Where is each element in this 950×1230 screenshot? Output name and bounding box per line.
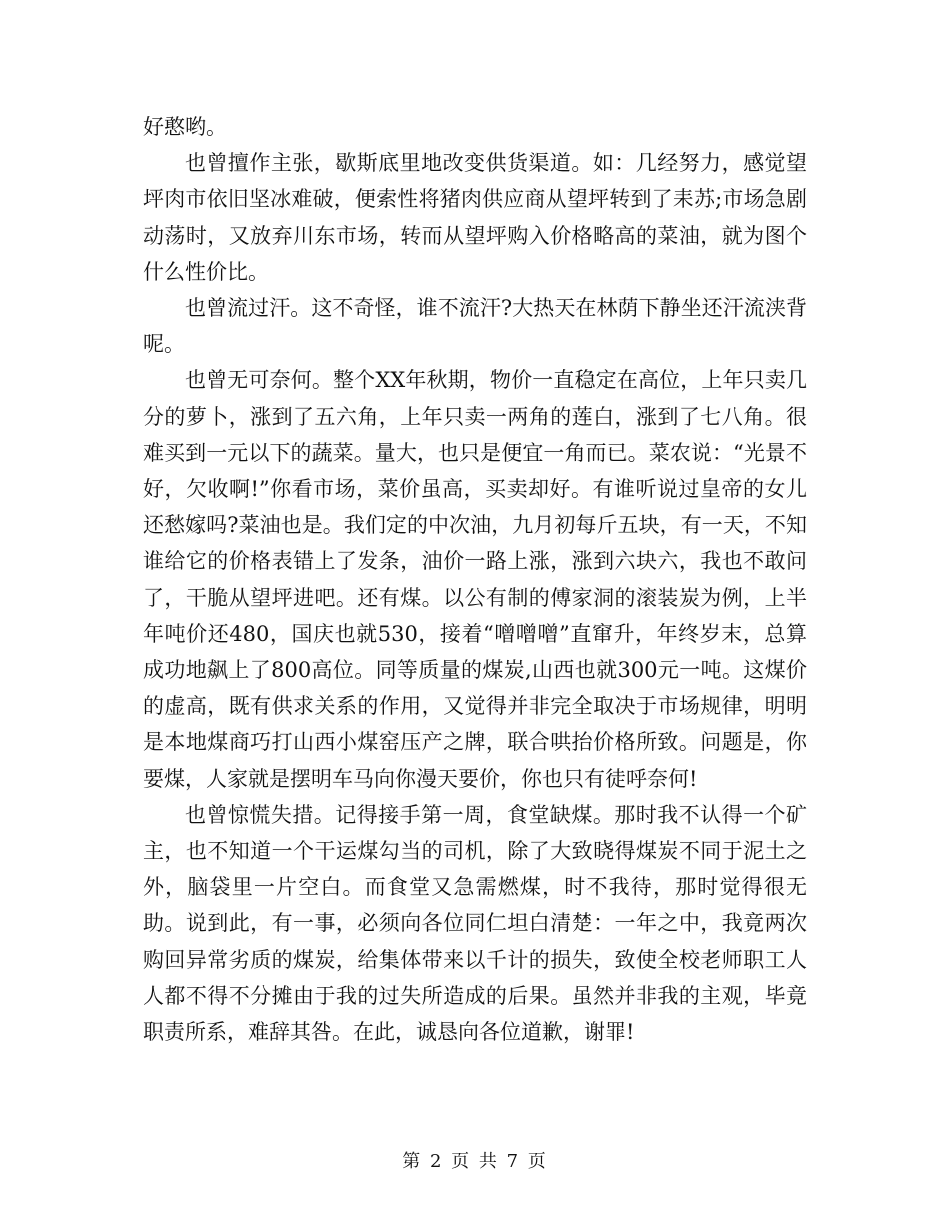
paragraph-2: 也曾擅作主张，歇斯底里地改变供货渠道。如：几经努力，感觉望坪肉市依旧坚冰难破，便索性将猪肉供应商从望坪转到了耒苏;市场急剧动荡时，又放弃川东市场，转而从望坪购入价格略高的菜油，就为图个什么性价比。 — [143, 151, 807, 284]
paragraph-5: 也曾惊慌失措。记得接手第一周，食堂缺煤。那时我不认得一个矿主，也不知道一个干运煤勾当的司机，除了大致晓得煤炭不同于泥土之外，脑袋里一片空白。而食堂又急需燃煤，时不我待，那时觉得很无助。说到此，有一事，必须向各位同仁坦白清楚：一年之中，我竟两次购回异常劣质的煤炭，给集体带来以千计的损失，致使全校老师职工人人都不得不分摊由于我的过失所造成的后果。虽然并非我的主观，毕竟职责所系，难辞其咎。在此，诚恳向各位道歉，谢罪! — [143, 802, 807, 1045]
document-body — [143, 109, 807, 1050]
page-number-footer: 第 2 页 共 7 页 — [402, 1151, 548, 1172]
paragraph-1: 好憨哟。 — [143, 115, 227, 139]
paragraph-4: 也曾无可奈何。整个XX年秋期，物价一直稳定在高位，上年只卖几分的萝卜，涨到了五六角，上年只卖一两角的莲白，涨到了七八角。很难买到一元以下的蔬菜。量大，也只是便宜一角而已。菜农说：“光景不好，欠收啊!”你看市场，菜价虽高，买卖却好。有谁听说过皇帝的女儿还愁嫁吗?菜油也是。我们定的中次油，九月初每斤五块，有一天，不知谁给它的价格表错上了发条，油价一路上涨，涨到六块六，我也不敢问了，干脆从望坪进吧。还有煤。以公有制的傅家洞的滚装炭为例，上半年吨价还480，国庆也就530，接着“噌噌噌”直窜升，年终岁末，总算成功地飙上了800高位。同等质量的煤炭,山西也就300元一吨。这煤价的虚高，既有供求关系的作用，又觉得并非完全取决于市场规律，明明是本地煤商巧打山西小煤窑压产之牌，联合哄抬价格所致。问题是，你要煤，人家就是摆明车马向你漫天要价，你也只有徒呼奈何! — [143, 368, 807, 791]
paragraph-3: 也曾流过汗。这不奇怪，谁不流汗?大热天在林荫下静坐还汗流浃背呢。 — [143, 296, 807, 357]
